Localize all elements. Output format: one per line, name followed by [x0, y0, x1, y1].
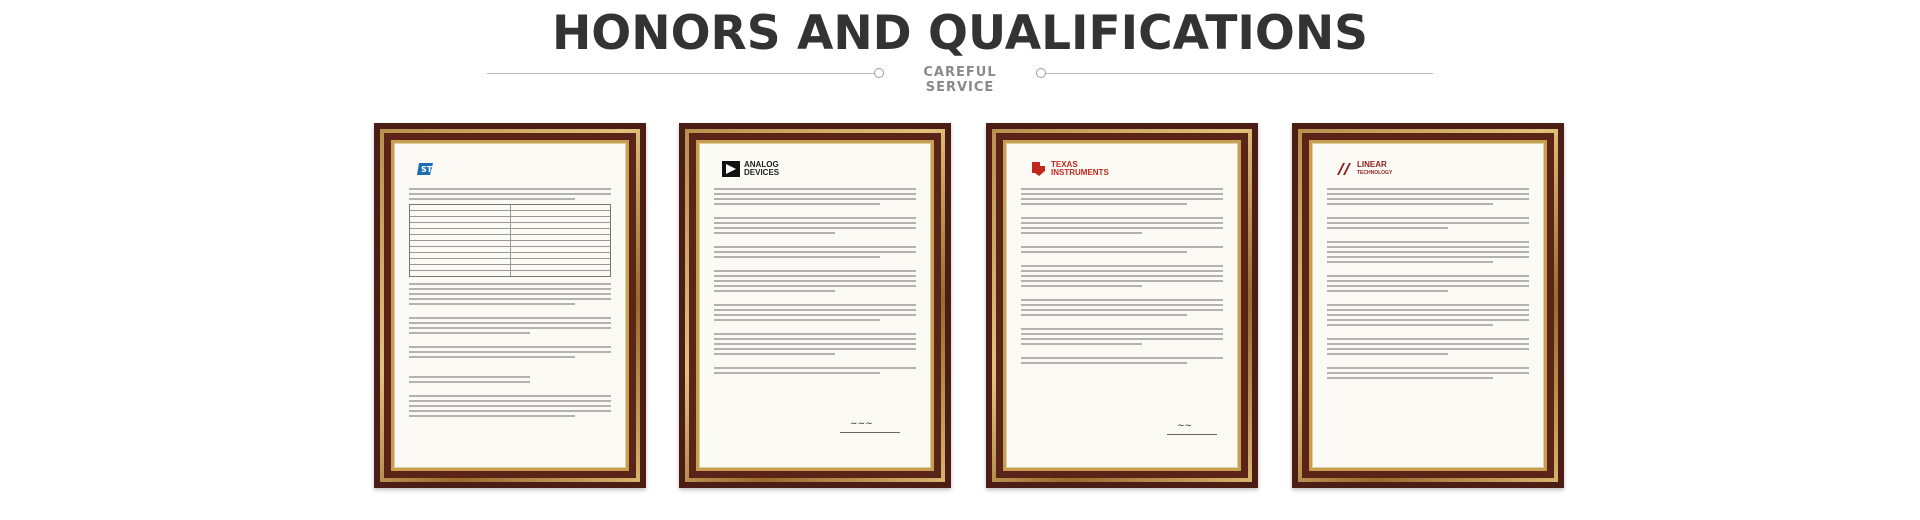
section-subtitle: CAREFUL SERVICE [923, 65, 997, 95]
subtitle-divider [487, 65, 1433, 95]
texas-instruments-logo-icon: TEXAS INSTRUMENTS [1029, 158, 1223, 180]
divider-line-left [487, 73, 874, 74]
frame-border [1302, 133, 1554, 478]
signature-line [1167, 434, 1217, 435]
divider-dot-left [874, 68, 884, 78]
frame-border [384, 133, 636, 478]
divider-line-right [1046, 73, 1433, 74]
page-title: HONORS AND QUALIFICATIONS [551, 6, 1369, 61]
divider-dot-right [1036, 68, 1046, 78]
frame-border [996, 133, 1248, 478]
certificate-document [1312, 143, 1544, 468]
signature: ~~ [1177, 421, 1193, 431]
signature: ~~~ [850, 419, 873, 429]
svg-text:ST: ST [421, 165, 433, 174]
certificate-document [699, 143, 931, 468]
certificate-frame-texas-instruments[interactable] [986, 123, 1258, 488]
analog-devices-logo-icon: ANALOG DEVICES [722, 158, 916, 180]
signature-line [840, 432, 900, 433]
certificate-document [1006, 143, 1238, 468]
st-logo-icon [417, 158, 611, 180]
certificate-frame-st[interactable] [374, 123, 646, 488]
certificate-frame-linear-technology[interactable] [1292, 123, 1564, 488]
linear-technology-logo-icon: LINEAR TECHNOLOGY [1335, 158, 1529, 180]
certificate-document [394, 143, 626, 468]
substance-table [409, 204, 611, 277]
frame-border [689, 133, 941, 478]
certificate-frame-analog-devices[interactable] [679, 123, 951, 488]
